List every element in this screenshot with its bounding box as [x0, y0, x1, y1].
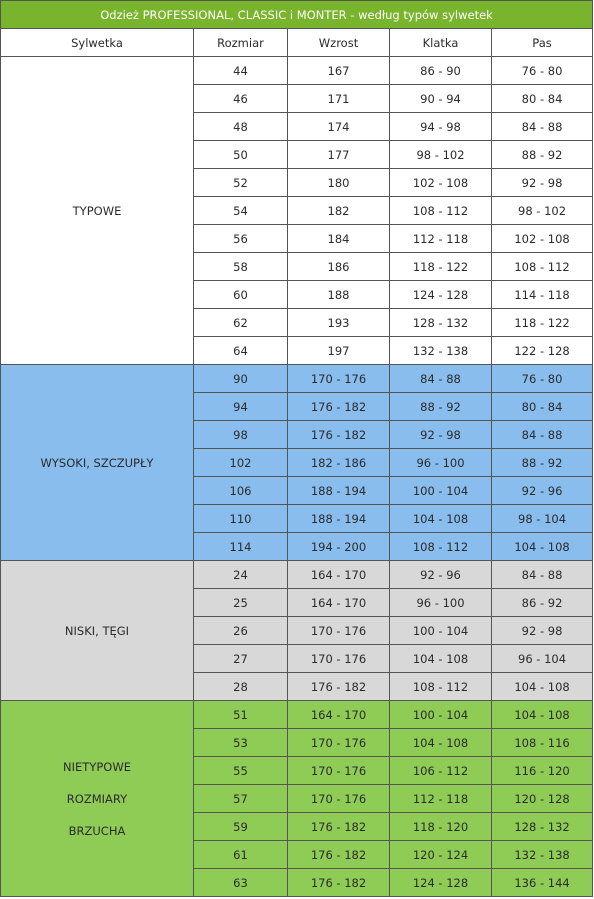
cell-wzrost: 194 - 200	[288, 533, 390, 561]
cell-rozmiar: 60	[194, 281, 288, 309]
cell-wzrost: 188 - 194	[288, 477, 390, 505]
cell-rozmiar: 114	[194, 533, 288, 561]
cell-rozmiar: 106	[194, 477, 288, 505]
cell-klatka: 92 - 98	[390, 421, 492, 449]
header-wzrost: Wzrost	[288, 29, 390, 57]
cell-rozmiar: 94	[194, 393, 288, 421]
table-title: Odzież PROFESSIONAL, CLASSIC i MONTER - według typów sylwetek	[1, 1, 593, 29]
cell-rozmiar: 50	[194, 141, 288, 169]
cell-klatka: 120 - 124	[390, 841, 492, 869]
cell-wzrost: 188	[288, 281, 390, 309]
silhouette-label-wysoki-szczuply	[1, 365, 194, 561]
cell-pas: 88 - 92	[492, 141, 593, 169]
cell-rozmiar: 54	[194, 197, 288, 225]
cell-klatka: 124 - 128	[390, 281, 492, 309]
cell-wzrost: 176 - 182	[288, 869, 390, 897]
cell-wzrost: 167	[288, 57, 390, 85]
cell-wzrost: 182	[288, 197, 390, 225]
cell-pas: 98 - 104	[492, 505, 593, 533]
cell-pas: 96 - 104	[492, 645, 593, 673]
cell-klatka: 128 - 132	[390, 309, 492, 337]
cell-wzrost: 171	[288, 85, 390, 113]
cell-pas: 128 - 132	[492, 813, 593, 841]
cell-wzrost: 164 - 170	[288, 561, 390, 589]
cell-rozmiar: 56	[194, 225, 288, 253]
silhouette-label-line: NISKI, TĘGI	[64, 623, 130, 638]
cell-pas: 92 - 98	[492, 169, 593, 197]
silhouette-label-nietypowe-rozmiary-brzucha	[1, 701, 194, 897]
cell-klatka: 104 - 108	[390, 645, 492, 673]
cell-pas: 84 - 88	[492, 561, 593, 589]
cell-rozmiar: 44	[194, 57, 288, 85]
cell-pas: 104 - 108	[492, 533, 593, 561]
cell-klatka: 100 - 104	[390, 701, 492, 729]
cell-wzrost: 186	[288, 253, 390, 281]
cell-rozmiar: 46	[194, 85, 288, 113]
cell-pas: 108 - 116	[492, 729, 593, 757]
cell-rozmiar: 48	[194, 113, 288, 141]
cell-pas: 114 - 118	[492, 281, 593, 309]
table-row	[1, 365, 593, 393]
cell-klatka: 108 - 112	[390, 197, 492, 225]
cell-klatka: 84 - 88	[390, 365, 492, 393]
silhouette-label-typowe	[1, 57, 194, 365]
cell-klatka: 98 - 102	[390, 141, 492, 169]
cell-pas: 104 - 108	[492, 673, 593, 701]
cell-pas: 88 - 92	[492, 449, 593, 477]
cell-rozmiar: 62	[194, 309, 288, 337]
cell-pas: 84 - 88	[492, 113, 593, 141]
cell-klatka: 92 - 96	[390, 561, 492, 589]
cell-rozmiar: 24	[194, 561, 288, 589]
header-rozmiar: Rozmiar	[194, 29, 288, 57]
cell-klatka: 100 - 104	[390, 477, 492, 505]
cell-wzrost: 170 - 176	[288, 729, 390, 757]
header-row	[1, 29, 593, 57]
silhouette-label-line: NIETYPOWE	[63, 759, 131, 774]
cell-rozmiar: 110	[194, 505, 288, 533]
cell-wzrost: 177	[288, 141, 390, 169]
table-row	[1, 57, 593, 85]
cell-pas: 76 - 80	[492, 57, 593, 85]
cell-pas: 84 - 88	[492, 421, 593, 449]
cell-pas: 136 - 144	[492, 869, 593, 897]
header-sylwetka: Sylwetka	[1, 29, 194, 57]
cell-klatka: 88 - 92	[390, 393, 492, 421]
cell-klatka: 106 - 112	[390, 757, 492, 785]
cell-rozmiar: 102	[194, 449, 288, 477]
cell-klatka: 102 - 108	[390, 169, 492, 197]
header-pas: Pas	[492, 29, 593, 57]
cell-klatka: 108 - 112	[390, 533, 492, 561]
cell-rozmiar: 52	[194, 169, 288, 197]
silhouette-label-line: WYSOKI, SZCZUPŁY	[40, 455, 154, 470]
cell-klatka: 104 - 108	[390, 729, 492, 757]
silhouette-label-line: BRZUCHA	[68, 823, 126, 838]
cell-rozmiar: 55	[194, 757, 288, 785]
title-row	[1, 1, 593, 29]
cell-rozmiar: 51	[194, 701, 288, 729]
cell-wzrost: 188 - 194	[288, 505, 390, 533]
cell-pas: 92 - 98	[492, 617, 593, 645]
cell-klatka: 118 - 122	[390, 253, 492, 281]
cell-klatka: 90 - 94	[390, 85, 492, 113]
silhouette-label-line: ROZMIARY	[66, 791, 128, 806]
cell-wzrost: 164 - 170	[288, 589, 390, 617]
cell-pas: 104 - 108	[492, 701, 593, 729]
size-chart-body	[1, 1, 593, 897]
cell-rozmiar: 26	[194, 617, 288, 645]
cell-pas: 98 - 102	[492, 197, 593, 225]
cell-rozmiar: 90	[194, 365, 288, 393]
cell-wzrost: 170 - 176	[288, 785, 390, 813]
cell-klatka: 96 - 100	[390, 589, 492, 617]
cell-rozmiar: 58	[194, 253, 288, 281]
cell-rozmiar: 57	[194, 785, 288, 813]
cell-rozmiar: 53	[194, 729, 288, 757]
cell-wzrost: 182 - 186	[288, 449, 390, 477]
cell-pas: 102 - 108	[492, 225, 593, 253]
cell-rozmiar: 64	[194, 337, 288, 365]
silhouette-label-niski-tegi	[1, 561, 194, 701]
cell-klatka: 100 - 104	[390, 617, 492, 645]
cell-klatka: 86 - 90	[390, 57, 492, 85]
cell-wzrost: 176 - 182	[288, 813, 390, 841]
cell-wzrost: 170 - 176	[288, 757, 390, 785]
cell-pas: 80 - 84	[492, 393, 593, 421]
table-row	[1, 701, 593, 729]
cell-klatka: 112 - 118	[390, 225, 492, 253]
cell-pas: 122 - 128	[492, 337, 593, 365]
cell-wzrost: 176 - 182	[288, 393, 390, 421]
cell-rozmiar: 63	[194, 869, 288, 897]
cell-wzrost: 180	[288, 169, 390, 197]
cell-rozmiar: 25	[194, 589, 288, 617]
cell-klatka: 132 - 138	[390, 337, 492, 365]
table-row	[1, 561, 593, 589]
header-klatka: Klatka	[390, 29, 492, 57]
cell-wzrost: 184	[288, 225, 390, 253]
cell-klatka: 94 - 98	[390, 113, 492, 141]
cell-wzrost: 176 - 182	[288, 841, 390, 869]
silhouette-label-line: TYPOWE	[72, 203, 122, 218]
cell-rozmiar: 59	[194, 813, 288, 841]
cell-pas: 116 - 120	[492, 757, 593, 785]
cell-rozmiar: 61	[194, 841, 288, 869]
cell-klatka: 112 - 118	[390, 785, 492, 813]
cell-klatka: 118 - 120	[390, 813, 492, 841]
cell-wzrost: 176 - 182	[288, 421, 390, 449]
cell-pas: 132 - 138	[492, 841, 593, 869]
cell-rozmiar: 27	[194, 645, 288, 673]
cell-wzrost: 170 - 176	[288, 645, 390, 673]
cell-pas: 120 - 128	[492, 785, 593, 813]
cell-rozmiar: 98	[194, 421, 288, 449]
cell-wzrost: 174	[288, 113, 390, 141]
cell-pas: 80 - 84	[492, 85, 593, 113]
cell-klatka: 96 - 100	[390, 449, 492, 477]
cell-pas: 92 - 96	[492, 477, 593, 505]
cell-klatka: 124 - 128	[390, 869, 492, 897]
cell-klatka: 108 - 112	[390, 673, 492, 701]
cell-wzrost: 170 - 176	[288, 617, 390, 645]
cell-wzrost: 164 - 170	[288, 701, 390, 729]
cell-wzrost: 197	[288, 337, 390, 365]
cell-pas: 118 - 122	[492, 309, 593, 337]
cell-wzrost: 170 - 176	[288, 365, 390, 393]
cell-rozmiar: 28	[194, 673, 288, 701]
cell-wzrost: 193	[288, 309, 390, 337]
cell-pas: 108 - 112	[492, 253, 593, 281]
cell-pas: 76 - 80	[492, 365, 593, 393]
cell-klatka: 104 - 108	[390, 505, 492, 533]
cell-wzrost: 176 - 182	[288, 673, 390, 701]
cell-pas: 86 - 92	[492, 589, 593, 617]
